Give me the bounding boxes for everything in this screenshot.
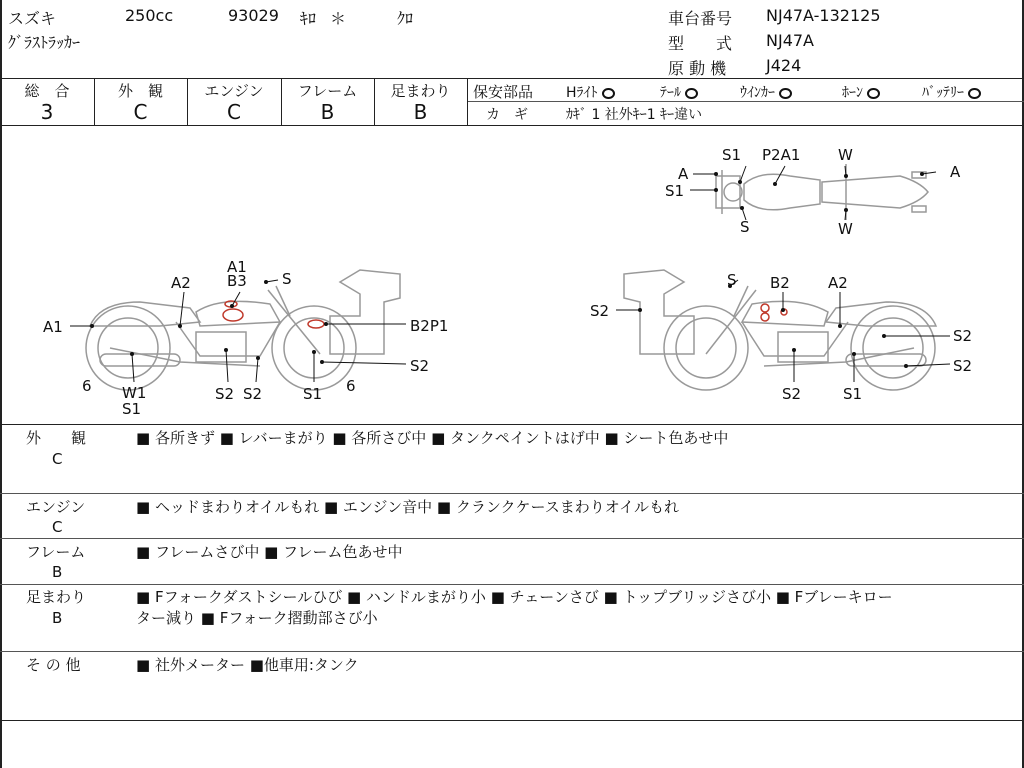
divider	[0, 493, 1024, 494]
exterior-label: 外 観	[117, 82, 163, 100]
overall-grade: 3	[40, 100, 54, 124]
lot-number: 93029	[228, 6, 279, 25]
note-label-exterior: 外 観	[26, 429, 87, 447]
exterior-grade: C	[133, 100, 148, 124]
diagram-label: S1	[665, 182, 685, 200]
frame-grade: B	[320, 100, 335, 124]
model-name: ｸﾞﾗｽﾄﾗｯｶｰ	[8, 33, 81, 52]
diagram-label: B3	[227, 272, 247, 290]
note-grade-exterior: C	[52, 450, 63, 468]
engine-grade: C	[227, 100, 241, 124]
diagram-label: S2	[410, 357, 430, 375]
damage-mark	[761, 313, 769, 321]
damage-mark	[761, 304, 769, 312]
diagram-label: 6	[346, 377, 356, 395]
note-grade-engine: C	[52, 518, 63, 536]
engine-label: 原 動 機	[668, 59, 727, 78]
diagram-label: B2P1	[410, 317, 449, 335]
diagram-label: S2	[243, 385, 263, 403]
diagram-label: B2	[770, 274, 790, 292]
divider	[467, 78, 468, 125]
star-mark: ＊	[330, 9, 347, 28]
diagram-label: S2	[953, 327, 973, 345]
divider	[0, 538, 1024, 539]
suspension-grade: B	[413, 100, 428, 124]
diagram-label: S2	[590, 302, 610, 320]
diagram-label: 6	[82, 377, 92, 395]
type-label: 型 式	[668, 34, 733, 53]
note-text-other: ■ 社外メーター ■他車用:タンク	[136, 656, 359, 674]
diagram-label: S2	[782, 385, 802, 403]
key-value: ｶｷﾞ 1 社外ｷｰ1 ｷｰ違い	[566, 107, 703, 123]
note-text-frame: ■ フレームさび中 ■ フレーム色あせ中	[136, 543, 403, 561]
safety-item-horn: ﾎｰﾝ	[842, 82, 880, 102]
frame-grade-label: フレーム	[297, 82, 358, 100]
ok-circle-icon	[968, 88, 981, 99]
overall-label: 総 合	[24, 82, 70, 100]
divider	[0, 424, 1024, 425]
top-view-bike	[716, 164, 928, 220]
displacement: 250cc	[125, 6, 174, 25]
note-label-other: そ の 他	[26, 656, 81, 674]
safety-label: 保安部品	[473, 83, 534, 101]
divider	[0, 78, 1024, 79]
ok-circle-icon	[685, 88, 698, 99]
note-grade-frame: B	[52, 563, 63, 581]
color: ｸﾛ	[397, 9, 414, 28]
note-text-exterior: ■ 各所きず ■ レバーまがり ■ 各所さび中 ■ タンクペイントはげ中 ■ シート色あせ中	[136, 429, 729, 447]
ok-circle-icon	[867, 88, 880, 99]
suspension-grade-label: 足まわり	[390, 82, 451, 100]
frame-no-label: 車台番号	[668, 9, 733, 28]
note-grade-suspension: B	[52, 609, 63, 627]
diagram-label: W	[838, 146, 853, 164]
diagram-label: S2	[215, 385, 235, 403]
diagram-label: S	[740, 218, 750, 236]
diagram-label: S	[282, 270, 292, 288]
engine-grade-label: エンジン	[204, 82, 264, 100]
note-text-suspension-cont: ター減り ■ Fフォーク摺動部さび小	[136, 609, 378, 627]
engine-value: J424	[766, 56, 802, 75]
diagram-label: S1	[122, 400, 142, 418]
ok-circle-icon	[602, 88, 615, 99]
key-label: カ ギ	[486, 107, 528, 123]
safety-item-tail: ﾃｰﾙ	[660, 82, 698, 102]
diagram-label: A1	[43, 318, 63, 336]
note-text-engine: ■ ヘッドまわりオイルもれ ■ エンジン音中 ■ クランクケースまわりオイルもれ	[136, 498, 680, 516]
mark: ｷﾛ	[300, 9, 317, 28]
diagram-label: A	[678, 165, 689, 183]
damage-diagram	[0, 126, 1024, 424]
damage-mark	[308, 320, 324, 328]
damage-mark	[223, 309, 243, 321]
diagram-label: W	[838, 220, 853, 238]
diagram-label: S1	[722, 146, 742, 164]
diagram-label: S2	[953, 357, 973, 375]
diagram-label: A2	[171, 274, 191, 292]
diagram-label: S1	[843, 385, 863, 403]
note-label-suspension: 足まわり	[26, 588, 87, 606]
divider	[0, 651, 1024, 652]
diagram-label: A	[950, 163, 961, 181]
divider	[0, 584, 1024, 585]
note-label-engine: エンジン	[26, 498, 86, 516]
safety-item-winker: ｳｲﾝｶｰ	[740, 82, 792, 102]
note-label-frame: フレーム	[26, 543, 86, 561]
diagram-label: S	[727, 271, 737, 289]
note-text-suspension: ■ Fフォークダストシールひび ■ ハンドルまがり小 ■ チェーンさび ■ トップブリッジさび小 ■ Fブレーキロー	[136, 588, 893, 606]
maker: スズキ	[8, 9, 57, 28]
diagram-label: A1	[227, 258, 247, 276]
safety-item-headlight: Hﾗｲﾄ	[566, 82, 615, 102]
ok-circle-icon	[779, 88, 792, 99]
safety-item-battery: ﾊﾞｯﾃﾘｰ	[922, 82, 981, 102]
type-value: NJ47A	[766, 31, 814, 50]
diagram-label: S1	[303, 385, 323, 403]
diagram-label: W1	[122, 384, 147, 402]
diagram-label: P2A1	[762, 146, 801, 164]
divider	[0, 720, 1024, 721]
diagram-label: A2	[828, 274, 848, 292]
frame-no: NJ47A-132125	[766, 6, 881, 25]
